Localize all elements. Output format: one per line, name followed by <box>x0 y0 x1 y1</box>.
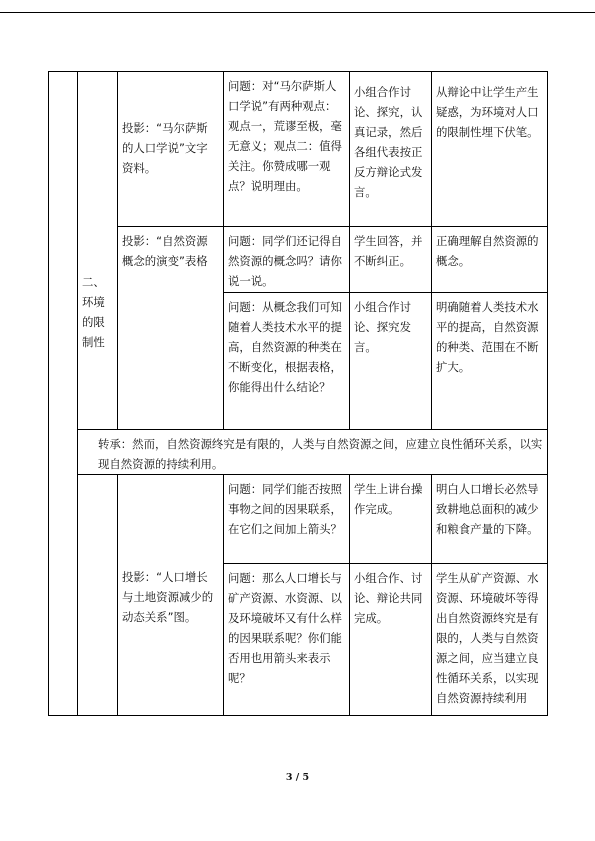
table-row <box>49 227 548 293</box>
table-row <box>49 475 548 564</box>
question-cell: 问题：对“马尔萨斯人口学说”有两种观点：观点一，荒谬至极，毫无意义；观点二：值得关注。你赞成哪一观点？说明理由。 <box>224 72 350 227</box>
section-title-line: 制性 <box>82 335 105 349</box>
activity-cell: 学生回答，并不断纠正。 <box>350 227 432 293</box>
purpose-cell: 从辩论中让学生产生疑惑，为环境对人口的限制性埋下伏笔。 <box>432 72 548 227</box>
purpose-cell: 学生从矿产资源、水资源、环境破坏等得出自然资源终究是有限的，人类与自然资源之间，应当建立良性循环关系，以实现自然资源持续利用 <box>432 564 548 716</box>
question-cell: 问题：从概念我们可知随着人类技术水平的提高，自然资源的种类在不断变化，根据表格，你能得出什么结论？ <box>224 293 350 430</box>
purpose-cell: 正确理解自然资源的概念。 <box>432 227 548 293</box>
question-cell: 问题：那么人口增长与矿产资源、水资源、以及环境破坏又有什么样的因果联系呢？你们能否用也用箭头来表示呢？ <box>224 564 350 716</box>
section-continuation-cell <box>78 564 118 716</box>
section-title-cell <box>78 72 118 430</box>
left-margin-column <box>49 72 78 716</box>
media-cell: 投影：“人口增长与土地资源减少的动态关系”图。 <box>118 475 224 716</box>
section-title-line: 的限 <box>82 315 105 329</box>
purpose-cell: 明确随着人类技术水平的提高，自然资源的种类、范围在不断扩大。 <box>432 293 548 430</box>
activity-cell: 小组合作讨论、探究发言。 <box>350 293 432 430</box>
section-continuation-cell <box>78 475 118 564</box>
table-row <box>49 72 548 227</box>
transition-cell <box>78 430 548 475</box>
question-cell: 问题：同学们能否按照事物之间的因果联系，在它们之间加上箭头？ <box>224 475 350 564</box>
lesson-plan-table <box>48 71 548 716</box>
table-row <box>49 430 548 475</box>
transition-text: 转承：然而，自然资源终究是有限的，人类与自然资源之间，应建立良性循环关系，以实现自然资源的持续利用。 <box>98 437 543 471</box>
media-cell: 投影：“自然资源概念的演变”表格 <box>118 227 224 430</box>
activity-cell: 小组合作讨论、探究，认真记录，然后各组代表按正反方辩论式发言。 <box>350 72 432 227</box>
header-rule <box>0 12 595 13</box>
section-number: 二、 <box>82 275 105 289</box>
activity-cell: 学生上讲台操作完成。 <box>350 475 432 564</box>
activity-cell: 小组合作、讨论、辩论共同完成。 <box>350 564 432 716</box>
media-cell: 投影：“马尔萨斯的人口学说”文字资料。 <box>118 72 224 227</box>
section-title-line: 环境 <box>82 295 105 309</box>
page-number: 3 / 5 <box>285 772 310 783</box>
purpose-cell: 明白人口增长必然导致耕地总面积的减少和粮食产量的下降。 <box>432 475 548 564</box>
question-cell: 问题：同学们还记得自然资源的概念吗？请你说一说。 <box>224 227 350 293</box>
